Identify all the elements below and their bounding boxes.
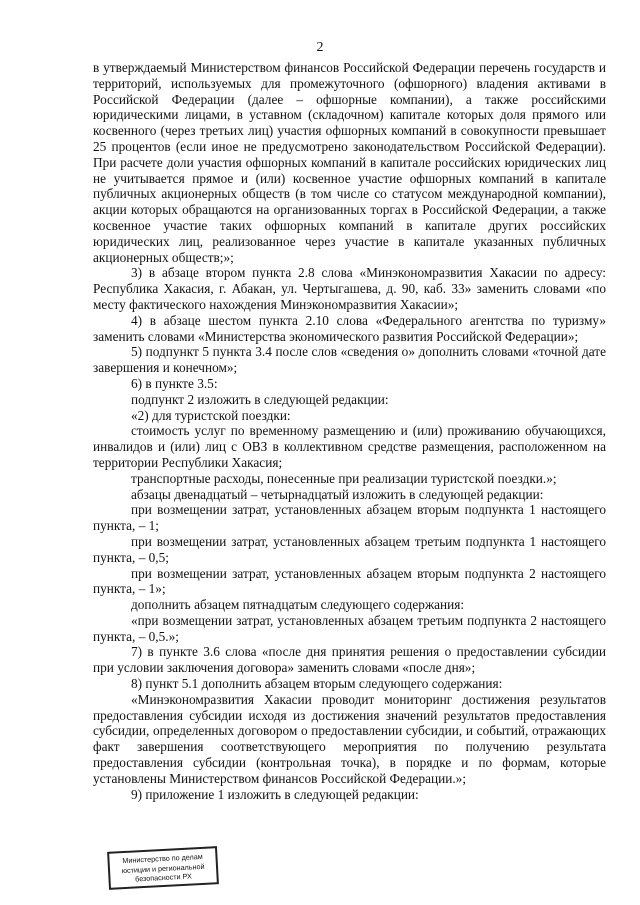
paragraph: 9) приложение 1 изложить в следующей редакции:	[131, 786, 419, 802]
paragraph: в утверждаемый Министерством финансов Российской Федерации перечень государств и территорий, используемых для промежуточного (офшорного) владения активами в Российской Федерации (далее – офшорные компании), а также российскими юридическими лицами, в уставном (складочном) капитале которых доля прямого или косвенного (через третьих лиц) участия офшорных компаний в совокупности превышает 25 процентов (если иное не предусмотрено законодательством Российской Федерации). При расчете доли участия офшорных компаний в капитале российских юридических лиц не учитывается прямое и (или) косвенное участие офшорных компаний в капитале публичных акционерных обществ (в том числе со статусом международной компании), акции которых обращаются на организованных торгах в Российской Федерации, а также косвенное участие таких офшорных компаний в капитале других российских юридических лиц, реализованное через участие в капитале указанных публичных акционерных обществ;»;	[93, 60, 606, 265]
paragraph: «при возмещении затрат, установленных абзацем третьим подпункта 2 настоящего пункта, – 0,5.»;	[93, 612, 606, 644]
paragraph: при возмещении затрат, установленных абзацем вторым подпункта 2 настоящего пункта, – 1»;	[93, 565, 606, 597]
paragraph: 8) пункт 5.1 дополнить абзацем вторым следующего содержания:	[131, 676, 503, 692]
paragraph: абзацы двенадцатый – четырнадцатый изложить в следующей редакции:	[131, 486, 544, 502]
paragraph: 7) в пункте 3.6 слова «после дня принятия решения о предоставлении субсидии при условии заключения договора» заменить словами «после дня»;	[93, 644, 606, 676]
paragraph: 6) в пункте 3.5:	[131, 375, 218, 391]
page-number: 2	[316, 40, 324, 55]
paragraph: при возмещении затрат, установленных абзацем третьим подпункта 1 настоящего пункта, – 0,5;	[93, 533, 606, 565]
stamp-line: юстиции и региональной	[121, 861, 205, 875]
paragraph: дополнить абзацем пятнадцатым следующего содержания:	[131, 597, 465, 613]
paragraph: «2) для туристской поездки:	[131, 407, 291, 423]
stamp-line: Министерство по делам	[122, 851, 203, 866]
paragraph: «Минэкономразвития Хакасии проводит мониторинг достижения результатов предоставления субсидии исходя из достижения значений результатов предоставления субсидии, определенных договором о предоставлении субсидии, и событий, отражающих факт завершения соответствующего мероприятия по получению результата предоставления субсидии (контрольная точка), в порядке и по формам, которые установлены Министерством финансов Российской Федерации.»;	[93, 691, 606, 786]
paragraph: 3) в абзаце втором пункта 2.8 слова «Минэкономразвития Хакасии по адресу: Республика Хакасия, г. Абакан, ул. Чертыгашева, д. 90, каб. 33» заменить словами «по месту фактического нахождения Минэкономразвития Хакасии»;	[93, 265, 606, 312]
paragraph: транспортные расходы, понесенные при реализации туристской поездки.»;	[131, 470, 557, 486]
ministry-stamp	[107, 846, 219, 890]
paragraph: подпункт 2 изложить в следующей редакции:	[131, 391, 389, 407]
paragraph: стоимость услуг по временному размещению и (или) проживанию обучающихся, инвалидов и (или) лиц с ОВЗ в коллективном средстве размещения, расположенном на территории Республики Хакасия;	[93, 423, 606, 470]
paragraph: 4) в абзаце шестом пункта 2.10 слова «Федерального агентства по туризму» заменить словами «Министерства экономического развития Российской Федерации»;	[93, 312, 606, 344]
paragraph: 5) подпункт 5 пункта 3.4 после слов «сведения о» дополнить словами «точной дате завершения и конечном»;	[93, 344, 606, 376]
stamp-line: безопасности РХ	[134, 871, 193, 884]
paragraph: при возмещении затрат, установленных абзацем вторым подпункта 1 настоящего пункта, – 1;	[93, 502, 606, 534]
document-body	[93, 60, 606, 802]
